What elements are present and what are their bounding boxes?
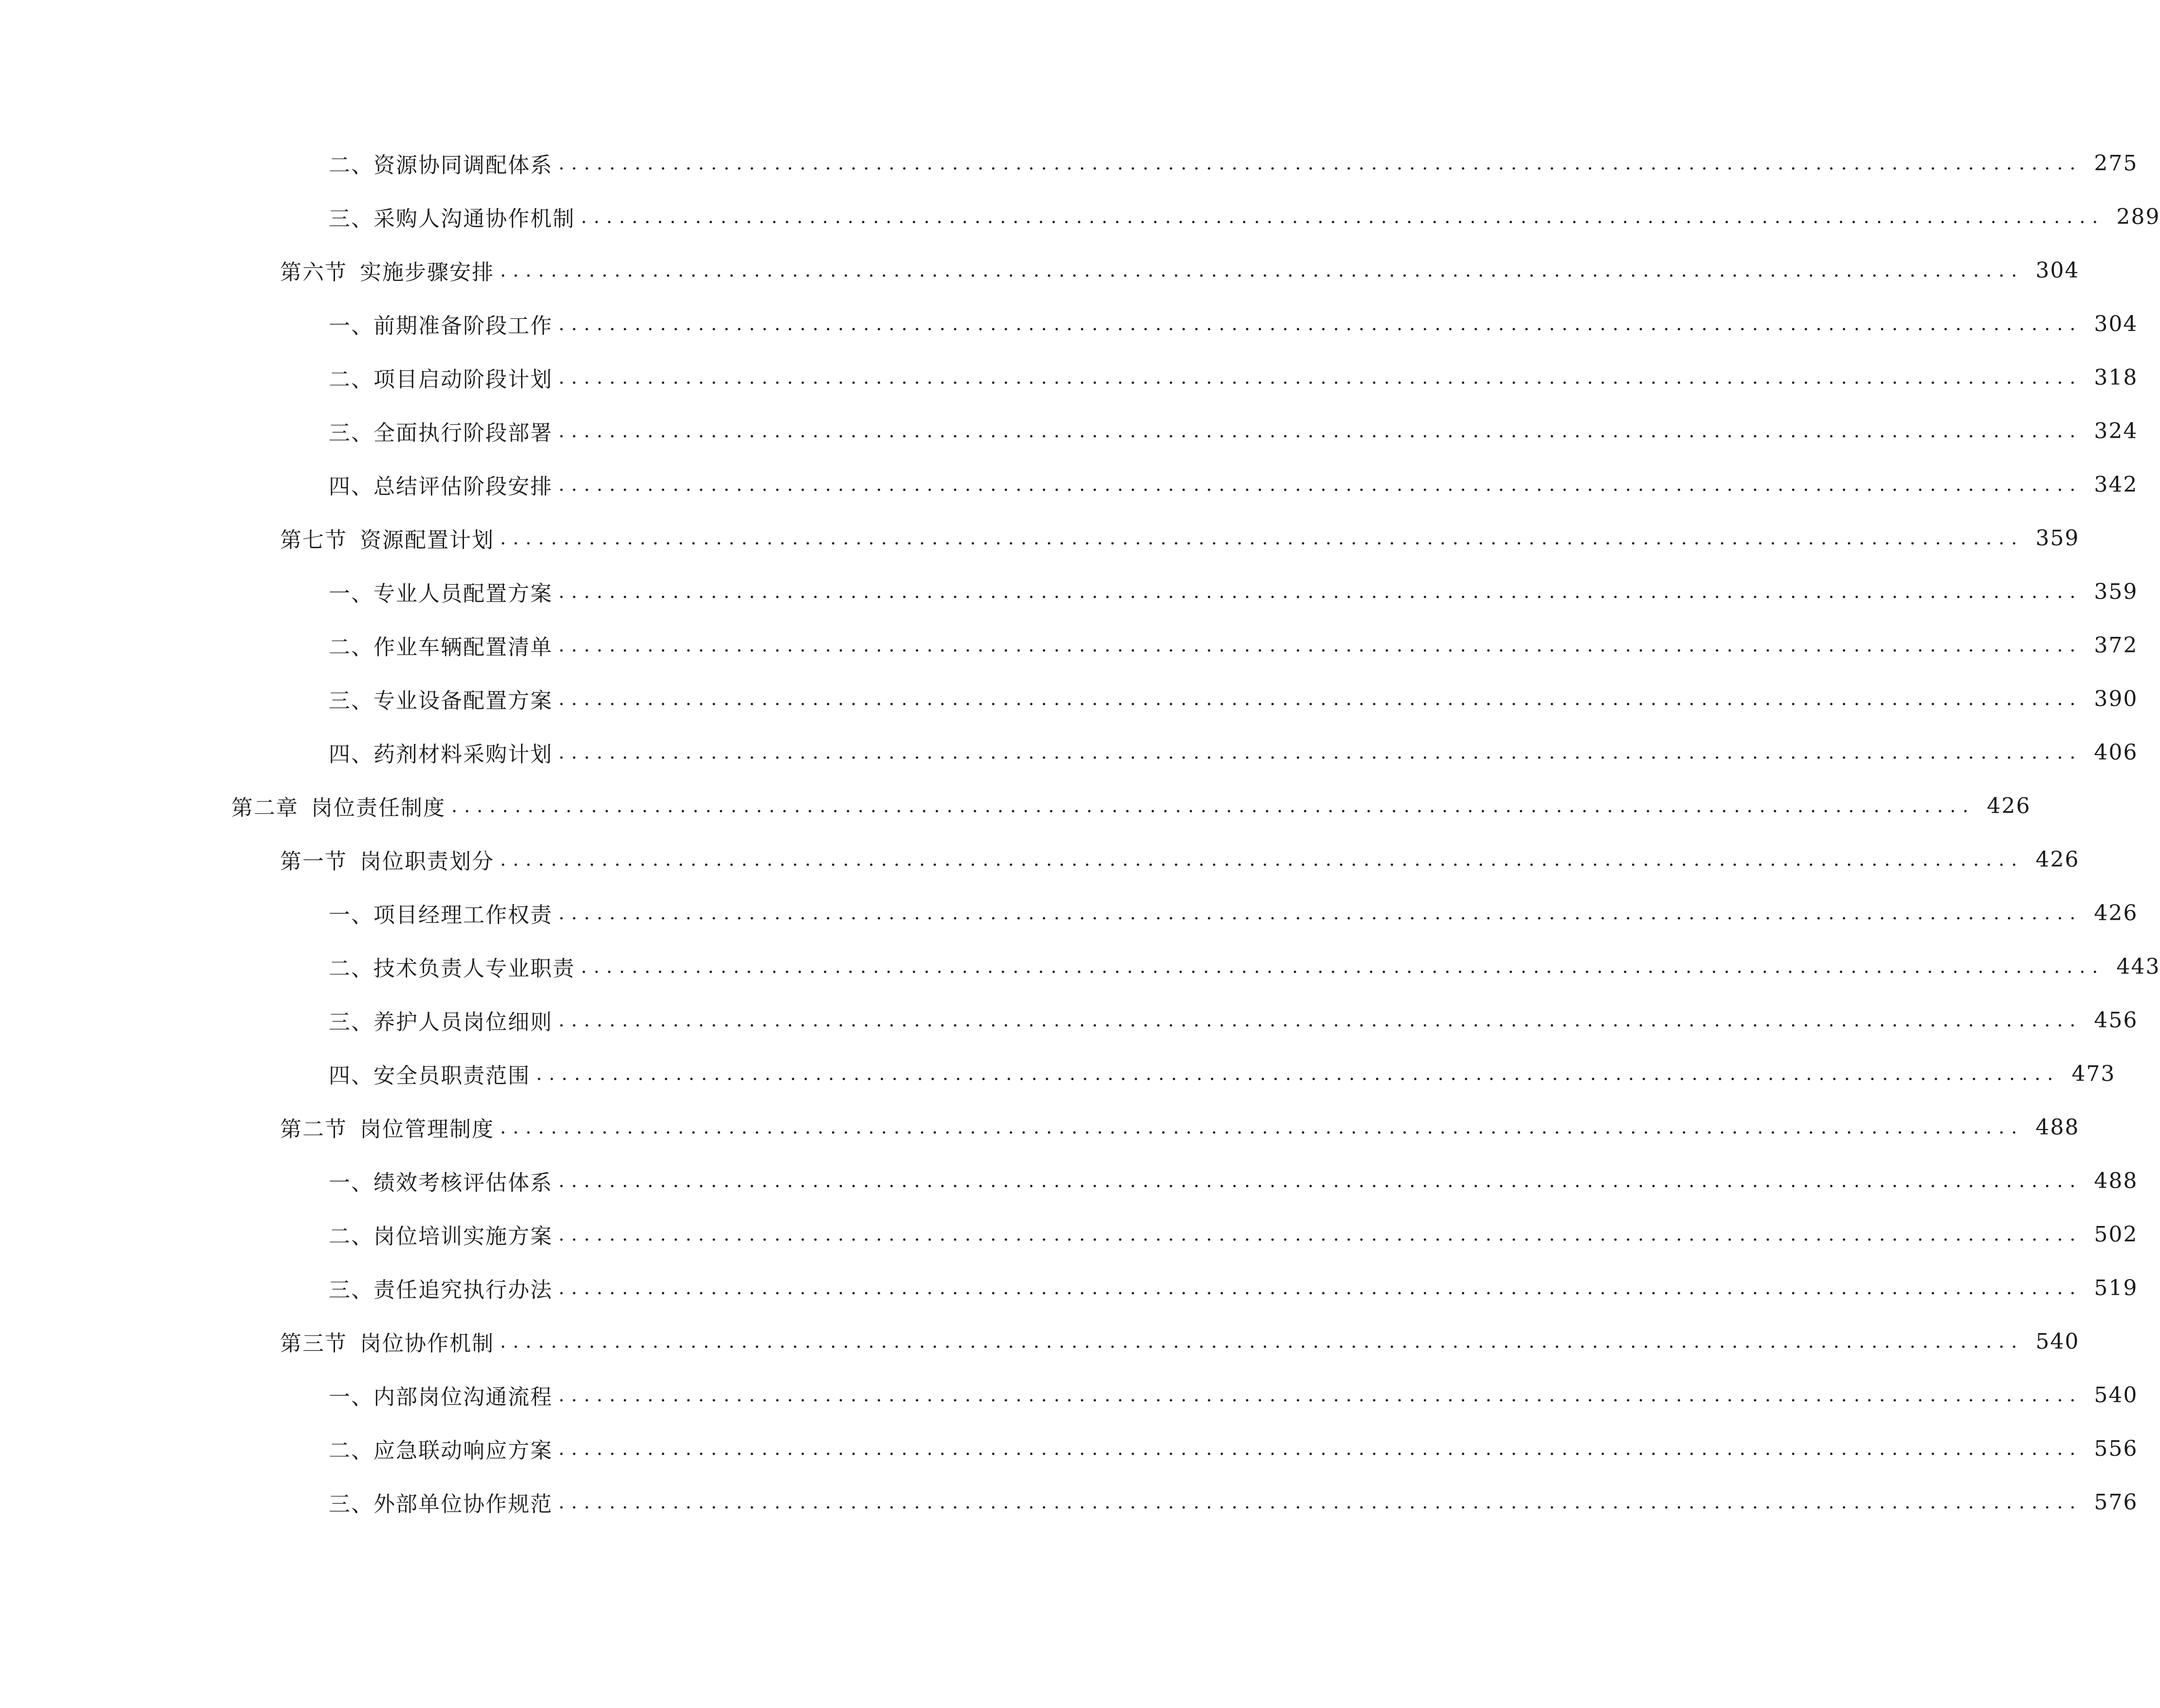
toc-item-title: 绩效考核评估体系 <box>373 1170 553 1195</box>
toc-item-number: 二、 <box>329 1224 373 1249</box>
dot-leader: ........................................................................................................................ <box>559 902 2083 924</box>
table-of-contents <box>0 136 2160 1529</box>
toc-section-title: 岗位职责划分 <box>360 849 494 874</box>
dot-leader: ........................................................................................................................ <box>581 206 2105 227</box>
toc-item[interactable] <box>0 458 2138 511</box>
dot-leader: ........................................................................................................................ <box>559 152 2083 174</box>
toc-section-page: 359 <box>2035 525 2080 551</box>
toc-item-number: 二、 <box>329 635 373 660</box>
toc-item-page: 556 <box>2094 1436 2138 1461</box>
toc-item[interactable] <box>0 1368 2138 1422</box>
dot-leader: ........................................................................................................................ <box>559 1224 2083 1245</box>
toc-item-title: 岗位培训实施方案 <box>373 1224 553 1249</box>
dot-leader: ........................................................................................................................ <box>500 1116 2024 1138</box>
toc-item-number: 二、 <box>329 367 373 392</box>
toc-chapter[interactable] <box>0 779 2031 833</box>
dot-leader: ........................................................................................................................ <box>559 313 2083 334</box>
toc-item[interactable] <box>0 190 2160 243</box>
toc-section-title: 资源配置计划 <box>360 528 494 553</box>
toc-section-page: 304 <box>2035 258 2080 283</box>
dot-leader: ........................................................................................................................ <box>559 742 2083 763</box>
dot-leader: ........................................................................................................................ <box>559 1009 2083 1031</box>
toc-section-title: 岗位协作机制 <box>360 1331 494 1356</box>
dot-leader: ........................................................................................................................ <box>559 581 2083 602</box>
toc-section-title: 岗位管理制度 <box>360 1117 494 1142</box>
toc-section-page: 540 <box>2035 1329 2080 1354</box>
toc-item[interactable] <box>0 1154 2138 1207</box>
toc-item-title: 安全员职责范围 <box>373 1063 530 1088</box>
toc-item-title: 技术负责人专业职责 <box>373 956 575 981</box>
toc-item-page: 275 <box>2094 150 2138 176</box>
toc-item[interactable] <box>0 565 2138 618</box>
toc-item-number: 一、 <box>329 314 373 338</box>
toc-item[interactable] <box>0 1261 2138 1315</box>
toc-item-title: 责任追究执行办法 <box>373 1278 553 1302</box>
dot-leader: ........................................................................................................................ <box>559 1384 2083 1406</box>
toc-item-page: 359 <box>2094 579 2138 604</box>
toc-item-number: 二、 <box>329 956 373 981</box>
toc-item-number: 三、 <box>329 1010 373 1035</box>
toc-item-page: 519 <box>2094 1275 2138 1300</box>
toc-section-prefix: 第二节 <box>280 1117 347 1142</box>
dot-leader: ........................................................................................................................ <box>500 1331 2024 1352</box>
toc-item-number: 二、 <box>329 153 373 178</box>
toc-item-title: 前期准备阶段工作 <box>373 314 553 338</box>
toc-item-page: 372 <box>2094 632 2138 658</box>
dot-leader: ........................................................................................................................ <box>559 1170 2083 1191</box>
toc-item-title: 作业车辆配置清单 <box>373 635 553 660</box>
toc-item-page: 289 <box>2116 204 2160 229</box>
toc-item-page: 406 <box>2094 740 2138 765</box>
toc-section-prefix: 第七节 <box>280 528 347 553</box>
toc-item-number: 一、 <box>329 1385 373 1410</box>
toc-item-title: 药剂材料采购计划 <box>373 742 553 767</box>
toc-item-page: 473 <box>2071 1061 2116 1086</box>
toc-item-title: 总结评估阶段安排 <box>373 474 553 499</box>
toc-item-page: 456 <box>2094 1007 2138 1033</box>
toc-item-number: 三、 <box>329 421 373 446</box>
toc-item-page: 318 <box>2094 365 2138 390</box>
dot-leader: ........................................................................................................................ <box>559 474 2083 495</box>
toc-item[interactable] <box>0 297 2138 351</box>
toc-item-number: 一、 <box>329 581 373 606</box>
toc-section[interactable] <box>0 511 2080 565</box>
toc-chapter-page: 426 <box>1987 793 2031 818</box>
toc-item[interactable] <box>0 404 2138 458</box>
dot-leader: ........................................................................................................................ <box>581 956 2105 977</box>
toc-item-page: 540 <box>2094 1382 2138 1408</box>
toc-item-page: 443 <box>2116 954 2160 979</box>
toc-item-number: 四、 <box>329 742 373 767</box>
toc-section-page: 426 <box>2035 847 2080 872</box>
toc-item-title: 外部单位协作规范 <box>373 1492 553 1517</box>
dot-leader: ........................................................................................................................ <box>559 367 2083 388</box>
toc-item-title: 项目经理工作权责 <box>373 903 553 928</box>
toc-item[interactable] <box>0 1207 2138 1261</box>
toc-item-page: 304 <box>2094 311 2138 336</box>
toc-item-number: 三、 <box>329 1278 373 1302</box>
dot-leader: ........................................................................................................................ <box>559 1277 2083 1299</box>
toc-item-number: 四、 <box>329 474 373 499</box>
toc-item[interactable] <box>0 1422 2138 1475</box>
toc-item[interactable] <box>0 1047 2116 1100</box>
toc-item-page: 426 <box>2094 900 2138 926</box>
toc-item-number: 一、 <box>329 903 373 928</box>
toc-section-prefix: 第六节 <box>280 260 347 285</box>
dot-leader: ........................................................................................................................ <box>559 1438 2083 1459</box>
toc-item-title: 应急联动响应方案 <box>373 1438 553 1463</box>
toc-item-number: 三、 <box>329 1492 373 1517</box>
toc-section-page: 488 <box>2035 1114 2080 1140</box>
toc-section-prefix: 第一节 <box>280 849 347 874</box>
toc-section[interactable] <box>0 1100 2080 1154</box>
dot-leader: ........................................................................................................................ <box>536 1063 2060 1084</box>
toc-item-number: 四、 <box>329 1063 373 1088</box>
toc-item-title: 全面执行阶段部署 <box>373 421 553 446</box>
toc-item[interactable] <box>0 886 2138 940</box>
dot-leader: ........................................................................................................................ <box>559 420 2083 442</box>
dot-leader: ........................................................................................................................ <box>500 849 2024 870</box>
toc-item[interactable] <box>0 993 2138 1047</box>
toc-chapter-title: 岗位责任制度 <box>311 796 446 820</box>
dot-leader: ........................................................................................................................ <box>559 634 2083 656</box>
toc-item-page: 342 <box>2094 472 2138 497</box>
toc-item-title: 项目启动阶段计划 <box>373 367 553 392</box>
toc-section-title: 实施步骤安排 <box>360 260 494 285</box>
toc-item-page: 390 <box>2094 686 2138 711</box>
toc-item-title: 专业设备配置方案 <box>373 688 553 713</box>
toc-item-title: 采购人沟通协作机制 <box>373 206 575 231</box>
toc-item[interactable] <box>0 136 2138 190</box>
toc-item[interactable] <box>0 672 2138 725</box>
dot-leader: ........................................................................................................................ <box>559 1491 2083 1513</box>
toc-item-title: 内部岗位沟通流程 <box>373 1385 553 1410</box>
dot-leader: ........................................................................................................................ <box>451 795 1975 817</box>
toc-item[interactable] <box>0 351 2138 404</box>
dot-leader: ........................................................................................................................ <box>559 688 2083 709</box>
toc-section[interactable] <box>0 833 2080 886</box>
toc-item-number: 三、 <box>329 206 373 231</box>
toc-item-page: 488 <box>2094 1168 2138 1193</box>
toc-section[interactable] <box>0 243 2080 297</box>
toc-item-number: 一、 <box>329 1170 373 1195</box>
toc-item-number: 三、 <box>329 688 373 713</box>
toc-item-title: 专业人员配置方案 <box>373 581 553 606</box>
toc-item-title: 养护人员岗位细则 <box>373 1010 553 1035</box>
toc-item-number: 二、 <box>329 1438 373 1463</box>
toc-item[interactable] <box>0 940 2160 993</box>
toc-item[interactable] <box>0 1475 2138 1529</box>
toc-item-page: 502 <box>2094 1222 2138 1247</box>
toc-chapter-prefix: 第二章 <box>231 796 298 820</box>
dot-leader: ........................................................................................................................ <box>500 260 2024 281</box>
dot-leader: ........................................................................................................................ <box>500 527 2024 549</box>
toc-item[interactable] <box>0 725 2138 779</box>
toc-section-prefix: 第三节 <box>280 1331 347 1356</box>
toc-item-title: 资源协同调配体系 <box>373 153 553 178</box>
toc-item-page: 324 <box>2094 418 2138 444</box>
toc-item[interactable] <box>0 618 2138 672</box>
toc-item-page: 576 <box>2094 1489 2138 1515</box>
toc-section[interactable] <box>0 1315 2080 1368</box>
